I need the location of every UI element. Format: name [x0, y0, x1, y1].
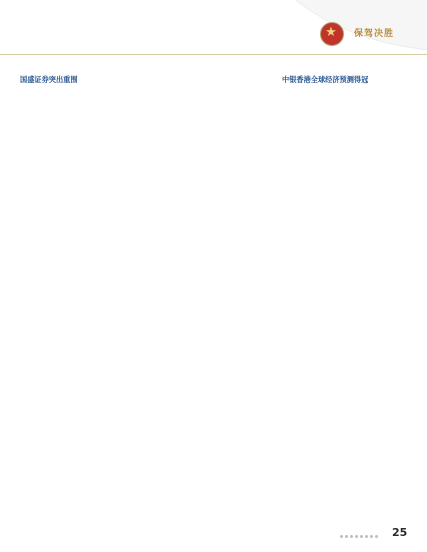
section-heading-guosheng: 国盛证券突出重围 [20, 75, 78, 84]
section-emblem-icon [320, 22, 344, 46]
marker-dot [375, 535, 378, 538]
marker-dot [365, 535, 368, 538]
page-marker-dots [340, 530, 380, 542]
page-number: 25 [392, 526, 408, 539]
article-column-middle [150, 66, 271, 528]
header-divider [0, 54, 427, 55]
marker-dot [340, 535, 343, 538]
article-column-right [282, 66, 403, 528]
emblem-star-icon: ★ [325, 25, 337, 40]
article-column-left [20, 66, 141, 528]
section-label: 保驾决胜 [354, 29, 395, 39]
marker-dot [350, 535, 353, 538]
marker-dot [345, 535, 348, 538]
marker-dot [370, 535, 373, 538]
marker-dot [355, 535, 358, 538]
section-heading-boc-hk: 中银香港全球经济预测得冠 [282, 75, 369, 84]
marker-dot [360, 535, 363, 538]
page-header-band [0, 0, 427, 56]
